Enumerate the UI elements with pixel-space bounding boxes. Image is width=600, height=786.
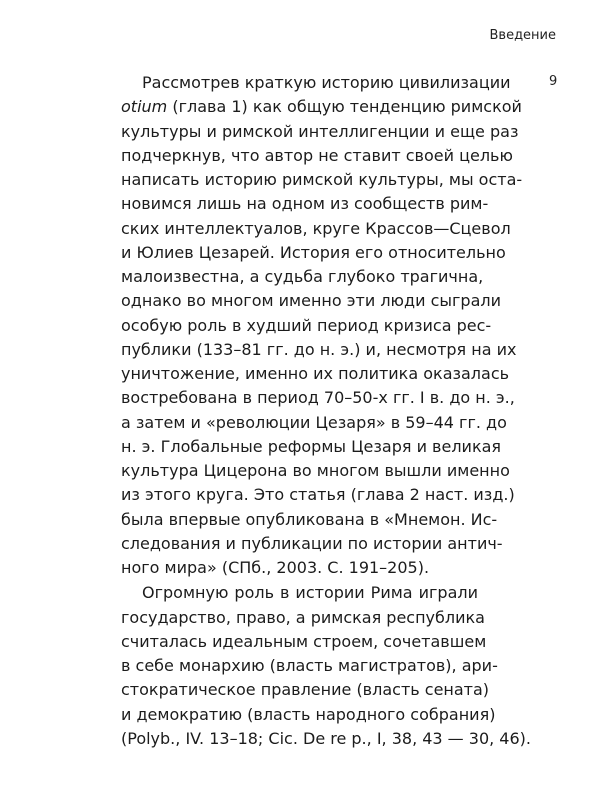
text-line: Рассмотрев краткую историю цивилизации (142, 73, 511, 92)
text-line: а затем и «революции Цезаря» в 59–44 гг. до (121, 412, 507, 432)
text-line: ного мира» (СПб., 2003. С. 191–205). (121, 558, 430, 577)
text-line: новимся лишь на одном из сообществ рим- (121, 194, 489, 214)
text-line: публики (133–81 гг. до н. э.) и, несмотря на их (121, 339, 517, 359)
text-line: культура Цицерона во многом вышли именно (121, 461, 510, 480)
text-line: востребована в период 70–50-х гг. I в. до н. э., (121, 388, 515, 408)
paragraph-1 (121, 71, 523, 580)
text-line: следования и публикации по истории антич- (121, 533, 503, 553)
text-line: (Polyb., IV. 13–18; Cic. De re p., I, 38, 43 — 30, 46). (121, 728, 531, 748)
text-line: подчеркнув, что автор не ставит своей целью (121, 145, 513, 165)
italic-term: otium (121, 97, 168, 117)
text-line: из этого круга. Это статья (глава 2 наст. изд.) (121, 485, 515, 505)
text-line: особую роль в худший период кризиса рес- (121, 315, 492, 335)
text-line: ских интеллектуалов, круге Крассов—Сцевол (121, 218, 511, 238)
text-line: и Юлиев Цезарей. История его относительно (121, 242, 506, 262)
text-line: малоизвестна, а судьба глубоко трагична, (121, 267, 484, 286)
text-line (121, 95, 522, 119)
text-line: и демократию (власть народного собрания) (121, 704, 496, 724)
text-line: н. э. Глобальные реформы Цезаря и великая (121, 436, 502, 456)
text-line: написать историю римской культуры, мы оста- (121, 170, 523, 189)
text-line: государство, право, а римская республика (121, 607, 485, 627)
text-line: однако во многом именно эти люди сыграли (121, 291, 501, 311)
text-line: уничтожение, именно их политика оказалась (121, 364, 510, 383)
text-line: в себе монархию (власть магистратов), ари- (121, 656, 498, 675)
text-line: стократическое правление (власть сената) (121, 680, 490, 700)
text-line: культуры и римской интеллигенции и еще раз (121, 121, 519, 141)
body-text (121, 71, 531, 751)
text-line-rest: (глава 1) как общую тенденцию римской (172, 97, 522, 117)
page-number: 9 (549, 74, 558, 89)
text-line: Огромную роль в истории Рима играли (142, 583, 478, 603)
paragraph-2 (121, 581, 531, 751)
running-head: Введение (489, 28, 556, 43)
text-line: считалась идеальным строем, сочетавшем (121, 631, 487, 651)
text-line: была впервые опубликована в «Мнемон. Ис- (121, 509, 498, 529)
